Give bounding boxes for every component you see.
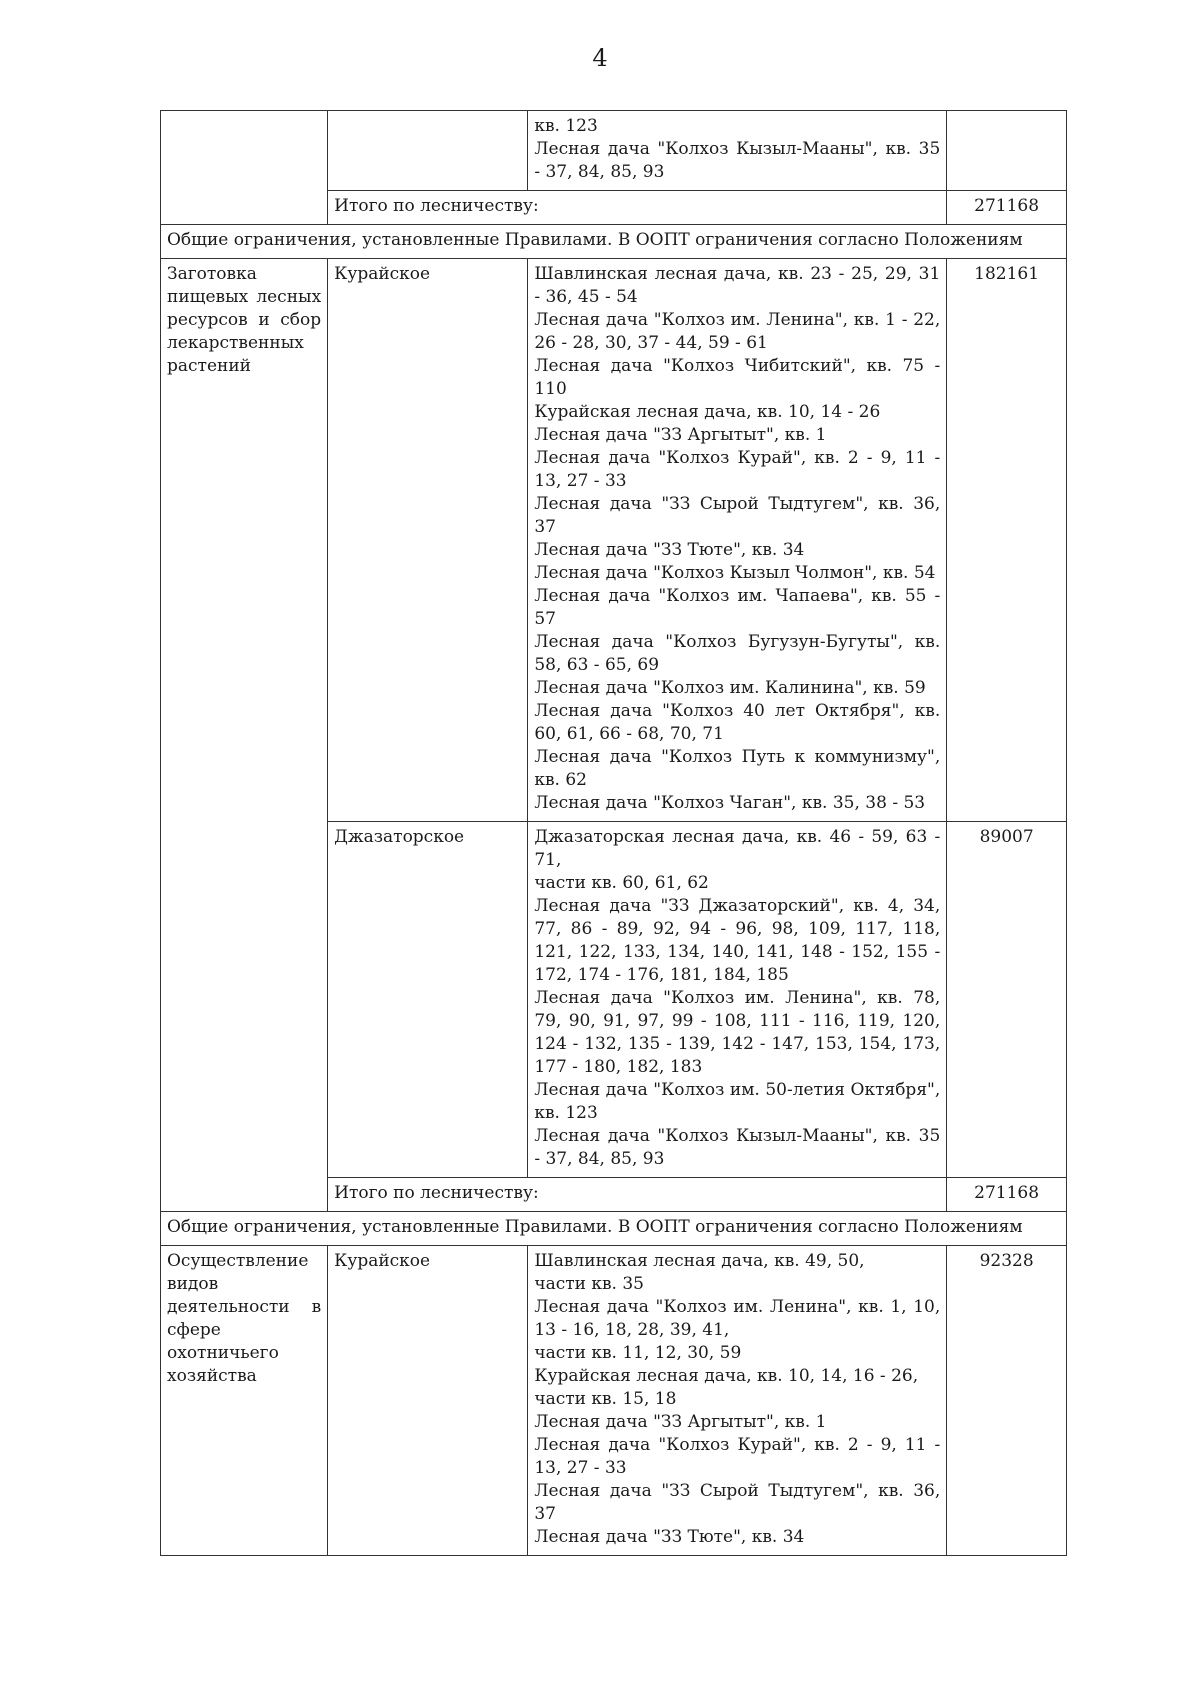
areas-cell (528, 1246, 947, 1556)
area-line: Лесная дача "Колхоз Чибитский", кв. 75 - 110 (534, 356, 941, 399)
total-label: Итого по лесничеству: (328, 1178, 947, 1212)
area-line: Лесная дача "Колхоз им. Калинина", кв. 59 (534, 678, 926, 698)
area-line: Лесная дача "ЗЗ Аргытыт", кв. 1 (534, 1412, 827, 1432)
area-line: Лесная дача "Колхоз Курай", кв. 2 - 9, 11 - 13, 27 - 33 (534, 448, 941, 491)
forestry-name: Курайское (328, 1246, 528, 1556)
area-line: части кв. 11, 12, 30, 59 (534, 1343, 742, 1363)
area-line: Лесная дача "ЗЗ Аргытыт", кв. 1 (534, 425, 827, 445)
area-line: Лесная дача "ЗЗ Джазаторский", кв. 4, 34, 77, 86 - 89, 92, 94 - 96, 98, 109, 117, 118, 121, 122, 133, 134, 140, 141, 148 - 152, 155 - 172, 174 - 176, 181, 184, 185 (534, 896, 941, 985)
area-line: Шавлинская лесная дача, кв. 49, 50, (534, 1251, 865, 1271)
note-row (161, 225, 1067, 259)
area-value: 92328 (947, 1246, 1067, 1556)
area-line: Лесная дача "Колхоз 40 лет Октября", кв. 60, 61, 66 - 68, 70, 71 (534, 701, 941, 744)
forestry-table (160, 110, 1067, 1556)
area-line: Джазаторская лесная дача, кв. 46 - 59, 63 - 71, (534, 827, 941, 870)
area-line: части кв. 35 (534, 1274, 644, 1294)
total-label: Итого по лесничеству: (328, 191, 947, 225)
areas-cell (528, 822, 947, 1178)
area-line: Лесная дача "Колхоз Курай", кв. 2 - 9, 11 - 13, 27 - 33 (534, 1435, 941, 1478)
activity-cell: Заготовка пищевых лесных ресурсов и сбор лекарственных растений (161, 259, 328, 1212)
total-value: 271168 (947, 1178, 1067, 1212)
area-line: Лесная дача "Колхоз им. Ленина", кв. 78, 79, 90, 91, 97, 99 - 108, 111 - 116, 119, 120, 124 - 132, 135 - 139, 142 - 147, 153, 154, 173, 177 - 180, 182, 183 (534, 988, 941, 1077)
area-line: Лесная дача "Колхоз им. Ленина", кв. 1, 10, 13 - 16, 18, 28, 39, 41, (534, 1297, 941, 1340)
activity-cell: Осуществление видов деятельности в сфере охотничьего хозяйства (161, 1246, 328, 1556)
forestry-name: Джазаторское (328, 822, 528, 1178)
area-line: Курайская лесная дача, кв. 10, 14 - 26 (534, 402, 881, 422)
area-value: 89007 (947, 822, 1067, 1178)
area-line: части кв. 60, 61, 62 (534, 873, 709, 893)
area-line: Лесная дача "ЗЗ Тюте", кв. 34 (534, 1527, 805, 1547)
value-cell-empty (947, 111, 1067, 191)
area-line: Лесная дача "Колхоз им. Ленина", кв. 1 - 22, 26 - 28, 30, 37 - 44, 59 - 61 (534, 310, 941, 353)
area-line: кв. 123 (534, 116, 598, 136)
area-line: Лесная дача "Колхоз Бугузун-Бугуты", кв. 58, 63 - 65, 69 (534, 632, 941, 675)
forestry-name: Курайское (328, 259, 528, 822)
forestry-cell-empty (328, 111, 528, 191)
restriction-note: Общие ограничения, установленные Правилами. В ООПТ ограничения согласно Положениям (161, 1212, 1067, 1246)
activity-cell-empty (161, 111, 328, 225)
area-line: Курайская лесная дача, кв. 10, 14, 16 - 26, (534, 1366, 919, 1386)
areas-cell (528, 259, 947, 822)
area-line: части кв. 15, 18 (534, 1389, 677, 1409)
area-line: Лесная дача "Колхоз Путь к коммунизму", кв. 62 (534, 747, 941, 790)
area-line: Лесная дача "ЗЗ Сырой Тыдтугем", кв. 36, 37 (534, 494, 941, 537)
table-row (161, 111, 1067, 191)
area-value: 182161 (947, 259, 1067, 822)
areas-cell (528, 111, 947, 191)
area-line: Лесная дача "ЗЗ Тюте", кв. 34 (534, 540, 805, 560)
restriction-note: Общие ограничения, установленные Правилами. В ООПТ ограничения согласно Положениям (161, 225, 1067, 259)
total-value: 271168 (947, 191, 1067, 225)
area-line: Лесная дача "Колхоз Чаган", кв. 35, 38 - 53 (534, 793, 926, 813)
area-line: Лесная дача "ЗЗ Сырой Тыдтугем", кв. 36, 37 (534, 1481, 941, 1524)
area-line: Лесная дача "Колхоз Кызыл-Мааны", кв. 35 - 37, 84, 85, 93 (534, 1126, 941, 1169)
area-line: Лесная дача "Колхоз им. 50-летия Октября", кв. 123 (534, 1080, 941, 1123)
table-row (161, 1246, 1067, 1556)
area-line: Шавлинская лесная дача, кв. 23 - 25, 29, 31 - 36, 45 - 54 (534, 264, 941, 307)
table-row (161, 259, 1067, 822)
area-line: Лесная дача "Колхоз им. Чапаева", кв. 55 - 57 (534, 586, 941, 629)
page-number: 4 (592, 44, 608, 72)
area-line: Лесная дача "Колхоз Кызыл Чолмон", кв. 54 (534, 563, 936, 583)
area-line: Лесная дача "Колхоз Кызыл-Мааны", кв. 35 - 37, 84, 85, 93 (534, 139, 941, 182)
note-row (161, 1212, 1067, 1246)
